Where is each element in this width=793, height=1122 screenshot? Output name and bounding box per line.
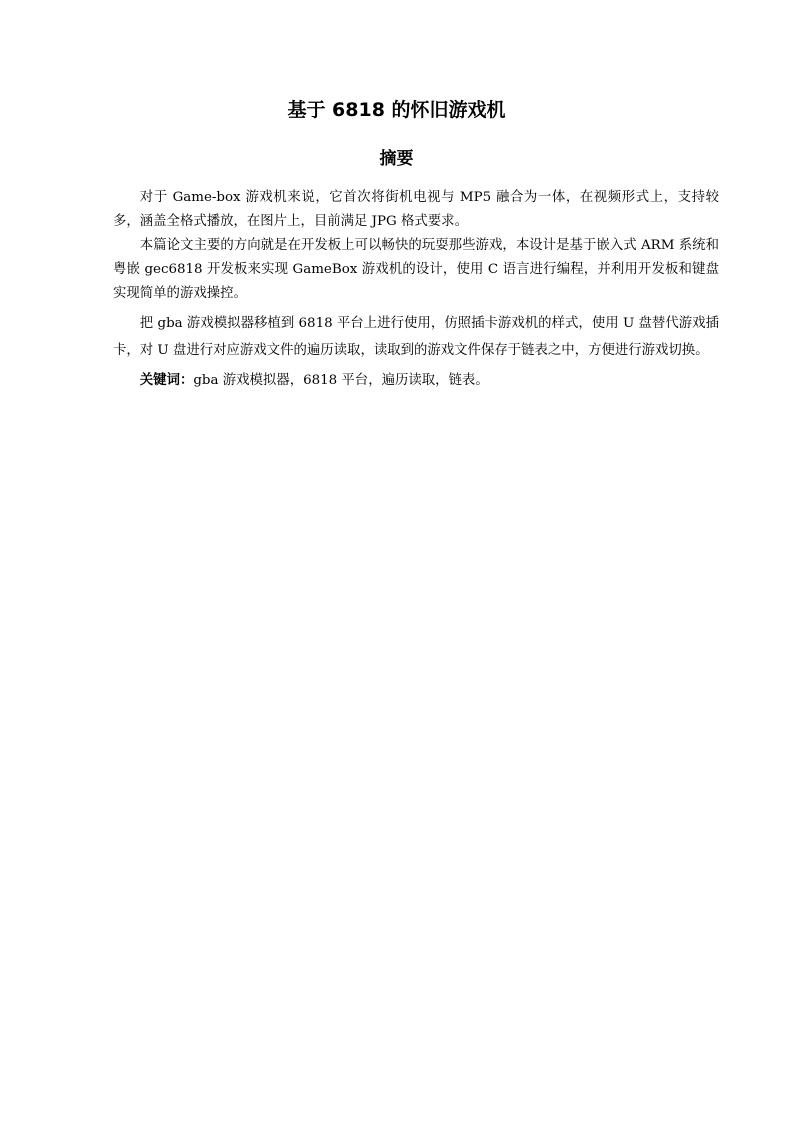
abstract-paragraph-2: 本篇论文主要的方向就是在开发板上可以畅快的玩耍那些游戏，本设计是基于嵌入式 ARM 系统和粤嵌 gec6818 开发板来实现 GameBox 游戏机的设计，使用 C 语言进行编程，并利用开发板和键盘实现简单的游戏操控。 — [113, 238, 719, 301]
paper-title: 基于 6818 的怀旧游戏机 — [287, 99, 506, 121]
abstract-paragraph-1: 对于 Game-box 游戏机来说，它首次将街机电视与 MP5 融合为一体，在视频形式上，支持较多，涵盖全格式播放，在图片上，目前满足 JPG 格式要求。 — [113, 190, 719, 229]
abstract-body — [113, 186, 719, 396]
keywords-label: 关键词： — [139, 373, 194, 388]
abstract-heading: 摘要 — [379, 149, 414, 169]
abstract-paragraph-3: 把 gba 游戏模拟器移植到 6818 平台上进行使用，仿照插卡游戏机的样式，使用 U 盘替代游戏插卡，对 U 盘进行对应游戏文件的遍历读取，读取到的游戏文件保存于链表之中，方便进行游戏切换。 — [113, 316, 719, 358]
keywords-text: gba 游戏模拟器，6818 平台，遍历读取，链表。 — [193, 373, 489, 388]
keywords-line — [113, 366, 719, 396]
